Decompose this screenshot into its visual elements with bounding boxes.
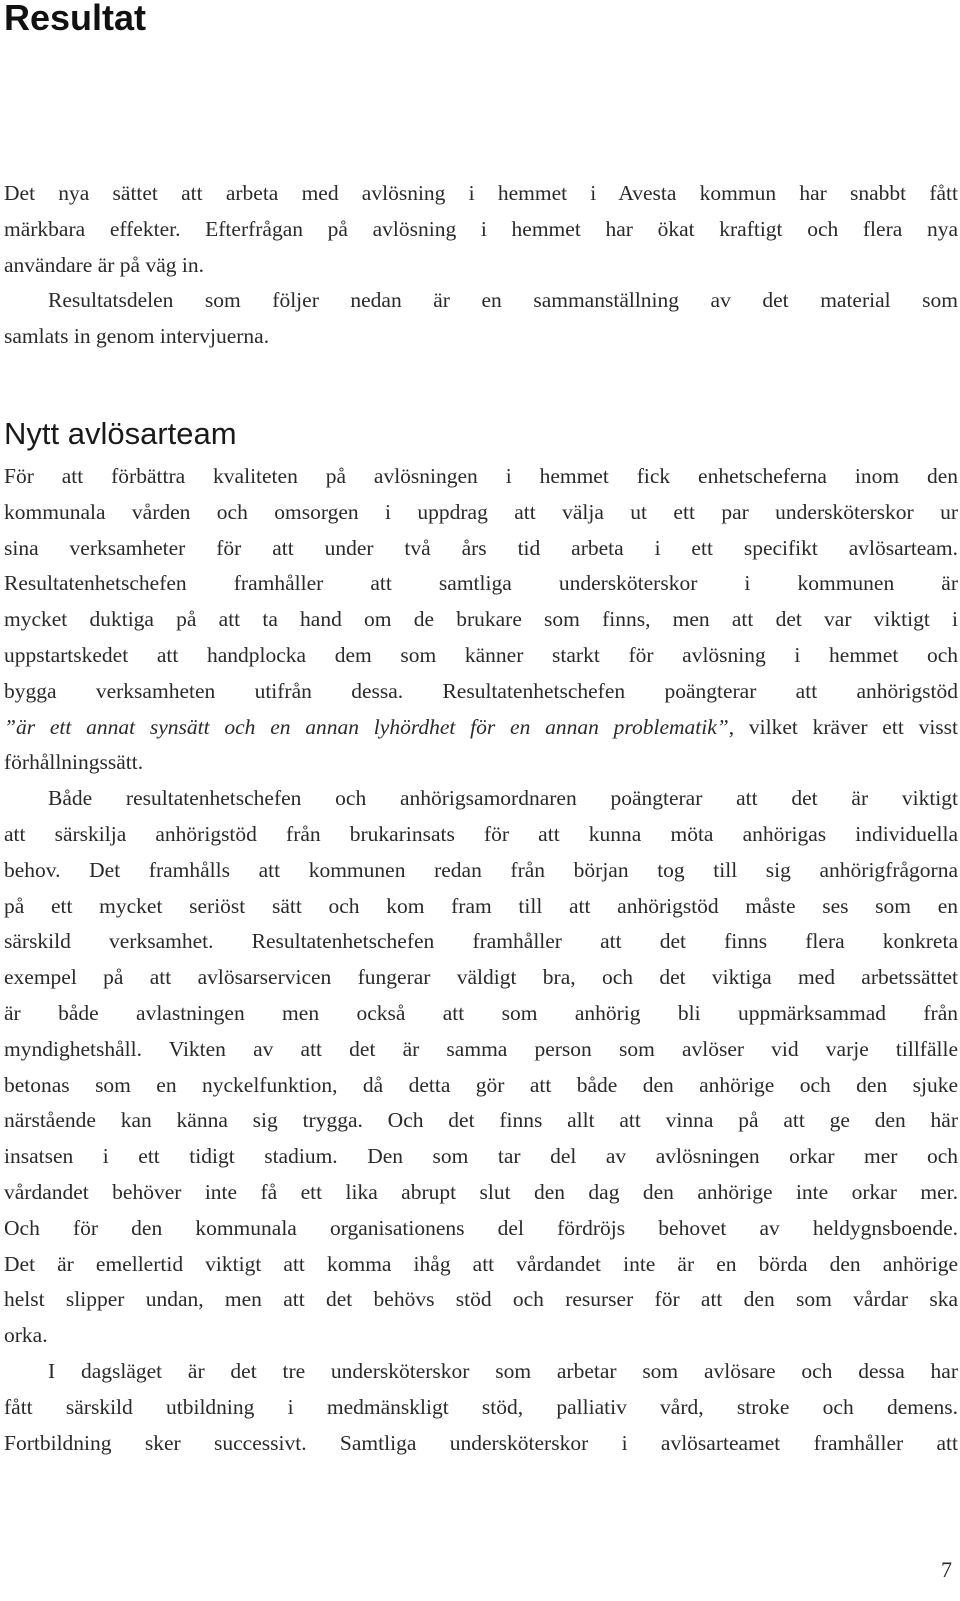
text-line: förhållningssätt.	[4, 750, 144, 775]
text-line: insatsen i ett tidigt stadium. Den som tar del av avlösningen orkar mer och	[4, 1144, 958, 1169]
text-line: I dagsläget är det tre undersköterskor som arbetar som avlösare och dessa har	[48, 1358, 958, 1383]
text-line: Det nya sättet att arbeta med avlösning i hemmet i Avesta kommun har snabbt fått	[4, 181, 958, 205]
text-line: uppstartskedet att handplocka dem som känner starkt för avlösning i hemmet och	[4, 642, 958, 667]
text-line: helst slipper undan, men att det behövs stöd och resurser för att den som vårdar ska	[4, 1287, 958, 1312]
text-line: vårdandet behöver inte få ett lika abrupt slut den dag den anhörige inte orkar mer.	[4, 1179, 958, 1204]
text-line: samlats in genom intervjuerna.	[4, 324, 270, 349]
text-line-with-quote	[4, 710, 958, 746]
text-line: bygga verksamheten utifrån dessa. Resultatenhetschefen poängterar att anhörigstöd	[4, 678, 958, 703]
text-line: närstående kan känna sig trygga. Och det finns allt att vinna på att ge den här	[4, 1108, 958, 1133]
text-line: myndighetshåll. Vikten av att det är samma person som avlöser vid varje tillfälle	[4, 1036, 958, 1061]
text-line: Och för den kommunala organisationens del fördröjs behovet av heldygnsboende.	[4, 1215, 958, 1240]
text-line: behov. Det framhålls att kommunen redan från början tog till sig anhörigfrågorna	[4, 857, 958, 882]
text-line: orka.	[4, 1323, 48, 1348]
text-line: betonas som en nyckelfunktion, då detta gör att både den anhörige och den sjuke	[4, 1072, 958, 1097]
page-number: 7	[941, 1557, 952, 1582]
text-line: särskild verksamhet. Resultatenhetschefen framhåller att det finns flera konkreta	[4, 929, 958, 954]
page-title: Resultat	[4, 0, 147, 38]
text-line: är både avlastningen men också att som anhörig bli uppmärksammad från	[4, 1000, 958, 1025]
text-line: på ett mycket seriöst sätt och kom fram till att anhörigstöd måste ses som en	[4, 893, 958, 918]
text-line: Resultatenhetschefen framhåller att samtliga undersköterskor i kommunen är	[4, 571, 958, 596]
text-line: För att förbättra kvaliteten på avlösningen i hemmet fick enhetscheferna inom den	[4, 464, 958, 488]
section-body	[4, 459, 958, 1461]
text-line: sina verksamheter för att under två års tid arbeta i ett specifikt avlösarteam.	[4, 535, 958, 560]
text-line: exempel på att avlösarservicen fungerar väldigt bra, och det viktiga med arbetssättet	[4, 965, 958, 990]
text-line: fått särskild utbildning i medmänskligt stöd, palliativ vård, stroke och demens.	[4, 1394, 958, 1419]
text-line: Fortbildning sker successivt. Samtliga undersköterskor i avlösarteamet framhåller att	[4, 1430, 958, 1455]
text-line: användare är på väg in.	[4, 252, 204, 277]
text-line: Både resultatenhetschefen och anhörigsamordnaren poängterar att det är viktigt	[48, 786, 958, 811]
intro-paragraph	[4, 176, 958, 355]
text-line: kommunala vården och omsorgen i uppdrag att välja ut ett par undersköterskor ur	[4, 499, 958, 524]
text-line: mycket duktiga på att ta hand om de brukare som finns, men att det var viktigt i	[4, 607, 958, 632]
text-line: Det är emellertid viktigt att komma ihåg att vårdandet inte är en börda den anhörige	[4, 1251, 958, 1276]
text-line: att särskilja anhörigstöd från brukarinsats för att kunna möta anhörigas individuella	[4, 821, 958, 846]
quote-text: ”är ett annat synsätt och en annan lyhördhet för en annan problematik”	[4, 714, 729, 739]
text-line: Resultatsdelen som följer nedan är en sammanställning av det material som	[48, 288, 958, 313]
text-line: märkbara effekter. Efterfrågan på avlösning i hemmet har ökat kraftigt och flera nya	[4, 216, 958, 241]
text-span: , vilket kräver ett visst	[728, 714, 958, 739]
section-heading: Nytt avlösarteam	[4, 416, 237, 451]
